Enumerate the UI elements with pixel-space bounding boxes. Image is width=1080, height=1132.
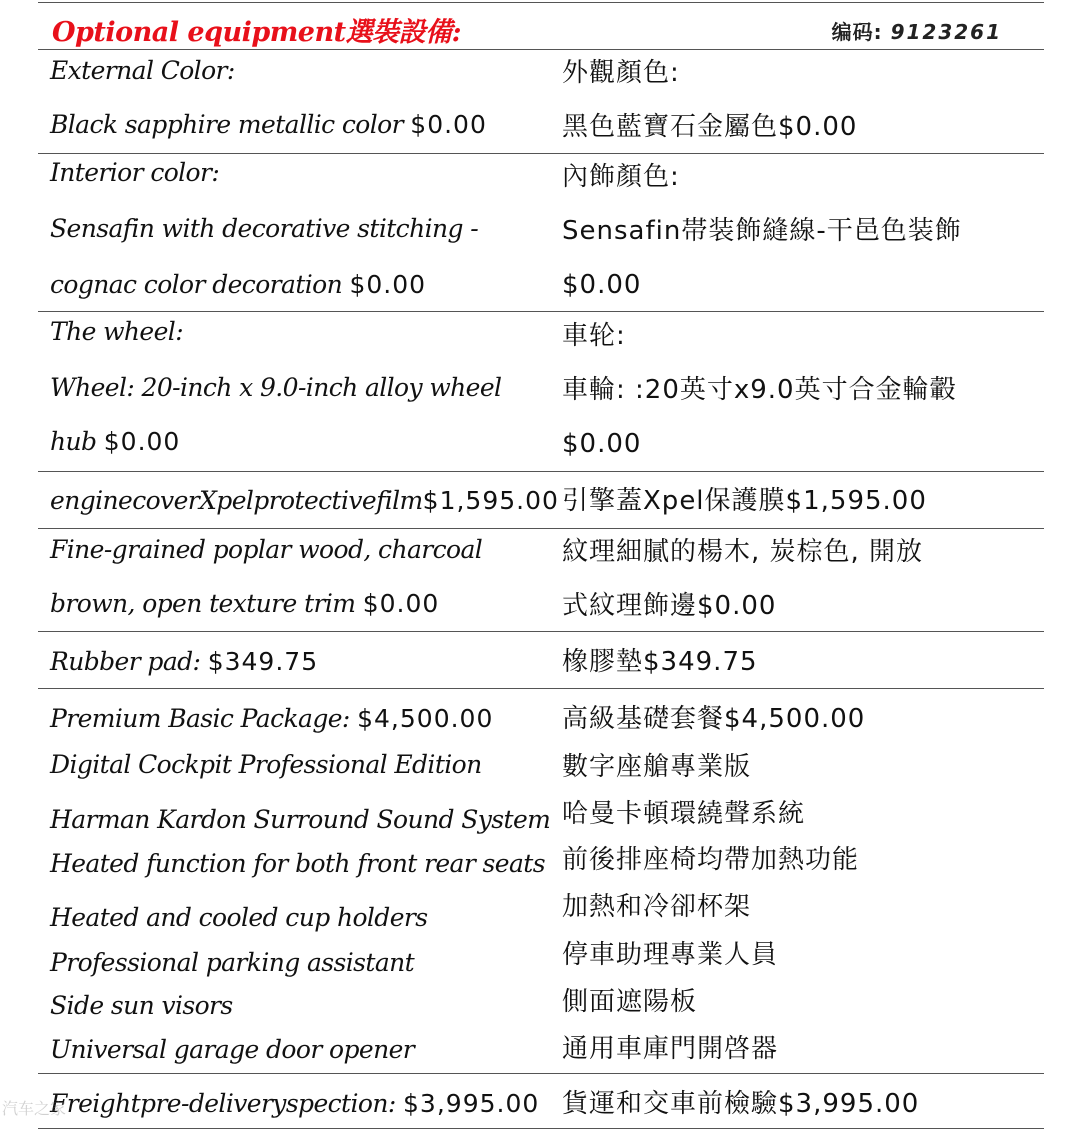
row-rubber-pad bbox=[38, 647, 1044, 683]
wheel-item-en-line1: Wheel: 20-inch x 9.0-inch alloy wheel bbox=[50, 373, 502, 402]
interior-heading-en: Interior color: bbox=[50, 158, 220, 187]
exterior-heading-en: External Color: bbox=[50, 56, 235, 85]
wheel-price-zh: $0.00 bbox=[562, 429, 642, 459]
wheel-item-zh-line1: 車輪: :20英寸x9.0英寸合金輪轂 bbox=[562, 375, 957, 405]
trim-item-zh-line2-text: 式紋理飾邊 bbox=[562, 591, 698, 621]
row-interior-color bbox=[38, 158, 1044, 308]
trim-item-zh-line1: 紋理細膩的楊木, 炭棕色, 開放 bbox=[562, 537, 924, 567]
package-item-zh: 側面遮陽板 bbox=[562, 987, 698, 1017]
document-header bbox=[38, 4, 1044, 48]
divider bbox=[38, 2, 1044, 3]
package-item-zh: 哈曼卡頓環繞聲系統 bbox=[562, 799, 806, 829]
freight-price-en: $3,995.00 bbox=[403, 1089, 540, 1118]
row-trim bbox=[38, 535, 1044, 627]
engine-cover-item-zh-text: 引擎蓋Xpel保護膜 bbox=[562, 486, 786, 516]
package-price-en: $4,500.00 bbox=[357, 704, 494, 733]
freight-item-zh-text: 貨運和交車前檢驗 bbox=[562, 1089, 779, 1119]
row-exterior-color bbox=[38, 56, 1044, 152]
divider bbox=[38, 471, 1044, 472]
watermark: 汽车之家 bbox=[2, 1099, 67, 1118]
page-title: Optional equipment選裝設備: bbox=[52, 17, 462, 48]
divider bbox=[38, 528, 1044, 529]
exterior-item-zh-text: 黑色藍寶石金屬色 bbox=[562, 112, 779, 142]
row-engine-cover bbox=[38, 486, 1044, 526]
package-heading-en-text: Premium Basic Package: bbox=[50, 704, 350, 733]
engine-cover-price-zh: $1,595.00 bbox=[785, 486, 927, 516]
divider bbox=[38, 49, 1044, 50]
freight-item-en-text: Freightpre-deliveryspection: bbox=[50, 1089, 396, 1118]
package-item-zh: 通用車庫門開啓器 bbox=[562, 1034, 779, 1064]
divider bbox=[38, 1073, 1044, 1074]
package-item-zh: 數字座艙專業版 bbox=[562, 752, 752, 782]
divider bbox=[38, 1128, 1044, 1129]
package-item-en: Professional parking assistant bbox=[50, 948, 415, 977]
interior-price-en: $0.00 bbox=[349, 270, 427, 299]
rubber-pad-item-zh-text: 橡膠墊 bbox=[562, 647, 644, 677]
package-heading-zh-text: 高級基礎套餐 bbox=[562, 704, 725, 734]
divider bbox=[38, 631, 1044, 632]
trim-price-zh: $0.00 bbox=[697, 591, 777, 621]
engine-cover-item-zh bbox=[562, 486, 927, 516]
row-premium-package bbox=[38, 704, 1044, 1064]
wheel-heading-zh: 車轮: bbox=[562, 321, 626, 351]
trim-item-zh-line2 bbox=[562, 591, 776, 621]
rubber-pad-item-en bbox=[50, 647, 318, 677]
interior-heading-zh: 內飾顏色: bbox=[562, 162, 680, 192]
package-item-en: Heated function for both front rear seats bbox=[50, 849, 545, 878]
trim-item-en-line2-text: brown, open texture trim bbox=[50, 589, 356, 618]
package-item-zh: 前後排座椅均帶加熱功能 bbox=[562, 845, 860, 875]
row-freight bbox=[38, 1089, 1044, 1125]
interior-item-en-line1: Sensafin with decorative stitching - bbox=[50, 214, 479, 243]
package-item-en: Harman Kardon Surround Sound System bbox=[50, 805, 551, 834]
rubber-pad-price-en: $349.75 bbox=[207, 647, 319, 676]
exterior-item-zh bbox=[562, 112, 857, 142]
rubber-pad-item-zh bbox=[562, 647, 758, 677]
divider bbox=[38, 153, 1044, 154]
engine-cover-price-en: $1,595.00 bbox=[422, 486, 559, 515]
exterior-item-en-text: Black sapphire metallic color bbox=[50, 110, 403, 139]
row-wheel bbox=[38, 317, 1044, 467]
engine-cover-item-en-text: enginecoverXpelprotectivefilm bbox=[50, 486, 423, 515]
divider bbox=[38, 688, 1044, 689]
exterior-item-en bbox=[50, 110, 487, 140]
interior-item-en-line2 bbox=[50, 270, 426, 300]
package-heading-en bbox=[50, 704, 493, 734]
wheel-item-en-line2 bbox=[50, 427, 180, 457]
exterior-heading-zh: 外觀顏色: bbox=[562, 58, 680, 88]
rubber-pad-price-zh: $349.75 bbox=[643, 647, 758, 677]
package-item-zh: 加熱和冷卻杯架 bbox=[562, 892, 752, 922]
package-item-en: Side sun visors bbox=[50, 991, 233, 1020]
package-item-en: Digital Cockpit Professional Edition bbox=[50, 750, 482, 779]
exterior-price-en: $0.00 bbox=[410, 110, 487, 139]
code-label bbox=[832, 16, 1002, 45]
freight-price-zh: $3,995.00 bbox=[778, 1089, 920, 1119]
wheel-item-en-line2-text: hub bbox=[50, 427, 97, 456]
divider bbox=[38, 311, 1044, 312]
package-item-zh: 停車助理專業人員 bbox=[562, 940, 779, 970]
package-price-zh: $4,500.00 bbox=[724, 704, 866, 734]
wheel-heading-en: The wheel: bbox=[50, 317, 184, 346]
code-value: 9123261 bbox=[890, 20, 1002, 44]
interior-price-zh: $0.00 bbox=[562, 270, 642, 300]
code-label-text: 编码: bbox=[831, 20, 883, 44]
interior-item-zh-line1: Sensafin帯装飾縫線-干邑色装飾 bbox=[562, 216, 962, 246]
package-item-en: Heated and cooled cup holders bbox=[50, 903, 428, 932]
trim-price-en: $0.00 bbox=[362, 589, 440, 618]
engine-cover-item-en bbox=[50, 486, 559, 516]
package-item-en: Universal garage door opener bbox=[50, 1035, 415, 1064]
freight-item-zh bbox=[562, 1089, 919, 1119]
trim-item-en-line2 bbox=[50, 589, 439, 619]
interior-item-en-line2-text: cognac color decoration bbox=[50, 270, 343, 299]
freight-item-en bbox=[50, 1089, 539, 1119]
wheel-price-en: $0.00 bbox=[103, 427, 181, 456]
exterior-price-zh: $0.00 bbox=[778, 112, 858, 142]
package-heading-zh bbox=[562, 704, 865, 734]
rubber-pad-item-en-text: Rubber pad: bbox=[50, 647, 201, 676]
trim-item-en-line1: Fine-grained poplar wood, charcoal bbox=[50, 535, 483, 564]
